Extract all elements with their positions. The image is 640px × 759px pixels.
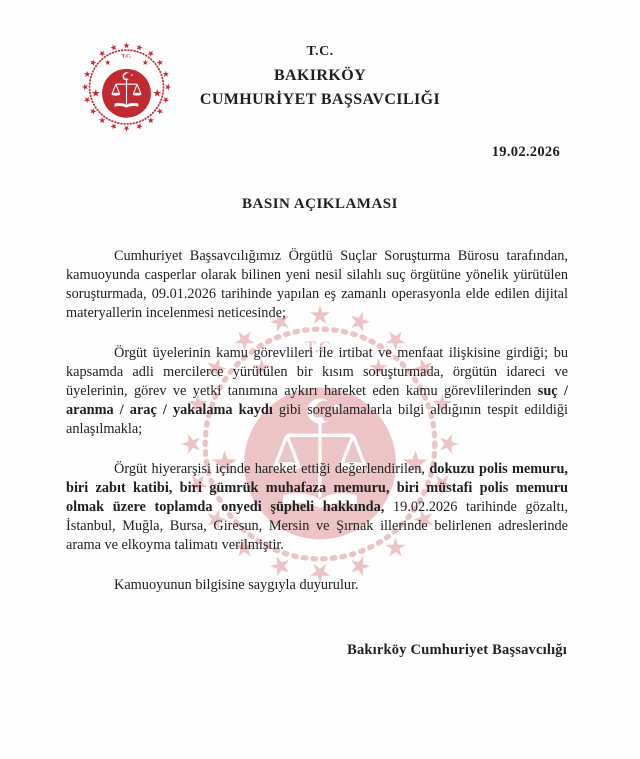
paragraph: Cumhuriyet Başsavcılığımız Örgütlü Suçlar Soruşturma Bürosu tarafından, kamuoyunda casperlar olarak bilinen yeni nesil silahlı suç örgütüne yönelik yürütülen soruşturmada, 09.01.2026 tarihinde yapılan eş zamanlı operasyonla elde edilen dijital materyallerin incelenmesi neticesinde; bbox=[66, 248, 568, 321]
press-release-body bbox=[66, 247, 568, 616]
letterhead-line-office: CUMHURİYET BAŞSAVCILIĞI bbox=[199, 91, 441, 108]
letterhead-line-city: BAKIRKÖY bbox=[273, 67, 367, 84]
document-date: 19.02.2026 bbox=[491, 144, 560, 160]
paragraph: Örgüt üyelerinin kamu görevlileri ile irtibat ve menfaat ilişkisine girdiği; bu kapsamda adli mercilerce yürütülen bir kısım soruşturmada, örgütün idareci ve üyelerinin, görev ve yetki tanımına aykırı hareket eden kamu görevlilerinden suç / aranma / araç / yakalama kaydı gibi sorgulamalarla bilgi aldığının tespit edildiği anlaşılmakla; bbox=[66, 345, 569, 437]
signature-line: Bakırköy Cumhuriyet Başsavcılığı bbox=[347, 642, 567, 658]
letterhead-line-tc: T.C. bbox=[306, 44, 334, 59]
document-title: BASIN AÇIKLAMASI bbox=[242, 196, 398, 212]
paragraph: Örgüt hiyerarşisi içinde hareket ettiği değerlendirilen, dokuzu polis memuru, biri zabıt katibi, biri gümrük muhafaza memuru, biri müstafi polis memuru olmak üzere toplamda onyedi şüpheli hakkında, 19.02.2026 tarihinde gözaltı, İstanbul, Muğla, Bursa, Giresun, Mersin ve Şırnak illerinde belirlenen adreslerinde arama ve elkoyma talimatı verilmiştir. bbox=[66, 461, 568, 553]
paragraph: Kamuoyunun bilgisine saygıyla duyurulur. bbox=[114, 577, 359, 593]
letterhead bbox=[0, 44, 640, 109]
